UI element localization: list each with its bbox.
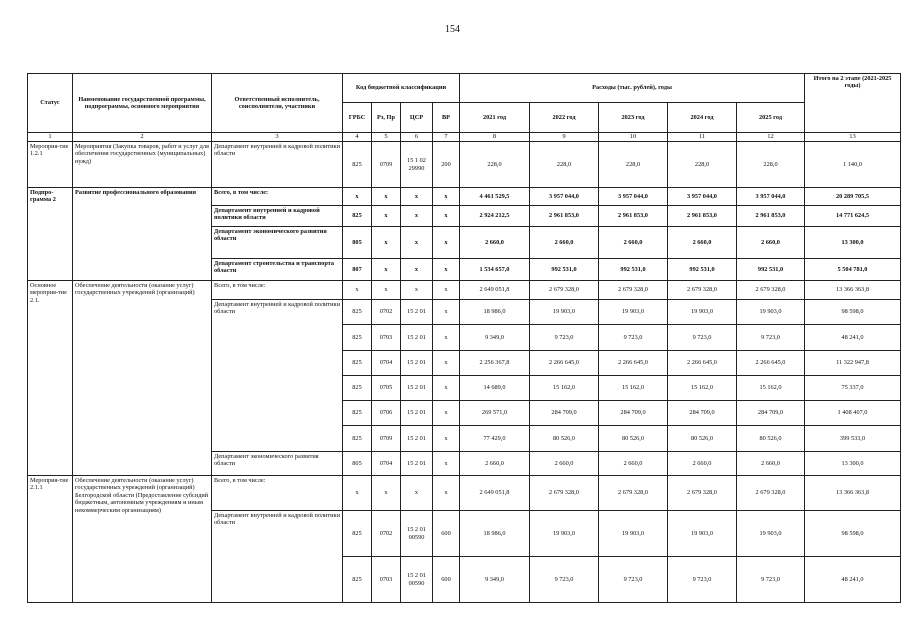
executor-cell: Департамент экономического развития области [212, 452, 343, 476]
executor-cell: Всего, в том числе: [212, 188, 343, 206]
year-2023-cell: 2 660,0 [599, 452, 668, 476]
year-2023-cell: 284 709,0 [599, 401, 668, 426]
year-2025-cell: 15 162,0 [737, 376, 805, 401]
year-2023-cell: 80 526,0 [599, 426, 668, 452]
year-2023-cell: 228,0 [599, 142, 668, 188]
header-2021: 2021 год [460, 103, 530, 133]
year-2022-cell: 2 679 328,0 [530, 281, 599, 300]
column-number: 11 [668, 133, 737, 142]
header-status: Статус [28, 74, 73, 133]
total-cell: 13 300,0 [805, 227, 901, 259]
csr-cell: x [401, 476, 433, 511]
year-2021-cell: 2 649 051,8 [460, 281, 530, 300]
year-2024-cell: 992 531,0 [668, 259, 737, 281]
grbs-cell: 825 [343, 351, 372, 376]
header-budget-code: Код бюджетной классификации [343, 74, 460, 103]
vr-cell: x [433, 426, 460, 452]
header-grbs: ГРБС [343, 103, 372, 133]
executor-cell: Департамент внутренней и кадровой политики области [212, 206, 343, 227]
year-2022-cell: 992 531,0 [530, 259, 599, 281]
total-cell: 13 300,0 [805, 452, 901, 476]
year-2025-cell: 3 957 044,0 [737, 188, 805, 206]
year-2022-cell: 284 709,0 [530, 401, 599, 426]
year-2025-cell: 284 709,0 [737, 401, 805, 426]
header-2022: 2022 год [530, 103, 599, 133]
grbs-cell: 805 [343, 227, 372, 259]
total-cell: 48 241,0 [805, 325, 901, 351]
executor-cell: Департамент строительства и транспорта области [212, 259, 343, 281]
year-2021-cell: 2 649 051,8 [460, 476, 530, 511]
table-row [28, 142, 901, 188]
grbs-cell: 825 [343, 557, 372, 603]
year-2022-cell: 2 961 853,0 [530, 206, 599, 227]
vr-cell: 600 [433, 511, 460, 557]
column-number-row [28, 133, 901, 142]
rzpr-cell: x [372, 188, 401, 206]
year-2025-cell: 2 266 645,0 [737, 351, 805, 376]
year-2022-cell: 3 957 044,0 [530, 188, 599, 206]
year-2023-cell: 9 723,0 [599, 557, 668, 603]
year-2025-cell: 19 903,0 [737, 300, 805, 325]
year-2022-cell: 2 660,0 [530, 227, 599, 259]
year-2022-cell: 19 903,0 [530, 511, 599, 557]
column-number: 13 [805, 133, 901, 142]
year-2025-cell: 9 723,0 [737, 557, 805, 603]
vr-cell: x [433, 188, 460, 206]
rzpr-cell: 0709 [372, 142, 401, 188]
page-number: 154 [445, 24, 460, 35]
header-2024: 2024 год [668, 103, 737, 133]
vr-cell: x [433, 259, 460, 281]
grbs-cell: 825 [343, 511, 372, 557]
csr-cell: 15 2 01 [401, 300, 433, 325]
year-2023-cell: 2 679 328,0 [599, 476, 668, 511]
year-2024-cell: 2 660,0 [668, 227, 737, 259]
header-row [28, 74, 901, 103]
header-total: Итого на 2 этапе (2021-2025 годы) [805, 74, 901, 133]
year-2024-cell: 2 679 328,0 [668, 281, 737, 300]
budget-table [27, 73, 901, 603]
year-2025-cell: 19 903,0 [737, 511, 805, 557]
csr-cell: x [401, 259, 433, 281]
column-number: 12 [737, 133, 805, 142]
rzpr-cell: 0702 [372, 300, 401, 325]
year-2022-cell: 2 679 328,0 [530, 476, 599, 511]
year-2024-cell: 15 162,0 [668, 376, 737, 401]
executor-cell: Департамент внутренней и кадровой политики области [212, 300, 343, 452]
header-2023: 2023 год [599, 103, 668, 133]
rzpr-cell: x [372, 259, 401, 281]
vr-cell: x [433, 325, 460, 351]
rzpr-cell: x [372, 281, 401, 300]
grbs-cell: 825 [343, 206, 372, 227]
header-csr: ЦСР [401, 103, 433, 133]
year-2022-cell: 9 723,0 [530, 325, 599, 351]
executor-cell: Департамент внутренней и кадровой политики области [212, 511, 343, 603]
year-2022-cell: 228,0 [530, 142, 599, 188]
rzpr-cell: 0704 [372, 351, 401, 376]
year-2025-cell: 9 723,0 [737, 325, 805, 351]
year-2024-cell: 2 679 328,0 [668, 476, 737, 511]
grbs-cell: x [343, 281, 372, 300]
executor-cell: Всего, в том числе: [212, 281, 343, 300]
rzpr-cell: 0704 [372, 452, 401, 476]
csr-cell: x [401, 227, 433, 259]
total-cell: 48 241,0 [805, 557, 901, 603]
vr-cell: x [433, 206, 460, 227]
year-2023-cell: 15 162,0 [599, 376, 668, 401]
year-2021-cell: 2 660,0 [460, 227, 530, 259]
column-number: 5 [372, 133, 401, 142]
table-row [28, 476, 901, 511]
csr-cell: 15 1 02 29990 [401, 142, 433, 188]
header-vr: ВР [433, 103, 460, 133]
total-cell: 1 408 407,0 [805, 401, 901, 426]
grbs-cell: 825 [343, 300, 372, 325]
column-number: 10 [599, 133, 668, 142]
year-2021-cell: 77 429,0 [460, 426, 530, 452]
total-cell: 98 598,0 [805, 511, 901, 557]
total-cell: 13 366 363,8 [805, 476, 901, 511]
table-row [28, 188, 901, 206]
vr-cell: x [433, 281, 460, 300]
csr-cell: 15 2 01 [401, 401, 433, 426]
year-2021-cell: 18 986,0 [460, 300, 530, 325]
executor-cell: Департамент внутренней и кадровой политики области [212, 142, 343, 188]
header-rzpr: Рз, Пр [372, 103, 401, 133]
column-number: 3 [212, 133, 343, 142]
total-cell: 5 504 781,0 [805, 259, 901, 281]
grbs-cell: 825 [343, 376, 372, 401]
csr-cell: 15 2 01 [401, 351, 433, 376]
year-2023-cell: 2 660,0 [599, 227, 668, 259]
total-cell: 399 533,0 [805, 426, 901, 452]
header-expenses: Расходы (тыс. рублей), годы [460, 74, 805, 103]
year-2021-cell: 4 461 529,5 [460, 188, 530, 206]
year-2025-cell: 2 660,0 [737, 452, 805, 476]
csr-cell: 15 2 01 [401, 325, 433, 351]
year-2024-cell: 2 961 853,0 [668, 206, 737, 227]
name-cell: Обеспечение деятельности (оказание услуг) государственных учреждений (организаций) Белгородской области (Предоставление субсидий бюджетным, автономным учреждениям и иным некоммерческим организациям) [73, 476, 212, 603]
year-2021-cell: 9 349,0 [460, 325, 530, 351]
year-2024-cell: 19 903,0 [668, 300, 737, 325]
year-2023-cell: 9 723,0 [599, 325, 668, 351]
header-2025: 2025 год [737, 103, 805, 133]
rzpr-cell: 0706 [372, 401, 401, 426]
year-2021-cell: 2 924 212,5 [460, 206, 530, 227]
year-2023-cell: 2 266 645,0 [599, 351, 668, 376]
csr-cell: 15 2 01 00590 [401, 511, 433, 557]
year-2025-cell: 2 679 328,0 [737, 476, 805, 511]
total-cell: 20 289 705,5 [805, 188, 901, 206]
vr-cell: x [433, 351, 460, 376]
year-2024-cell: 228,0 [668, 142, 737, 188]
csr-cell: 15 2 01 [401, 426, 433, 452]
year-2021-cell: 228,0 [460, 142, 530, 188]
rzpr-cell: x [372, 476, 401, 511]
grbs-cell: 825 [343, 426, 372, 452]
year-2024-cell: 80 526,0 [668, 426, 737, 452]
table-row [28, 281, 901, 300]
total-cell: 11 322 947,8 [805, 351, 901, 376]
year-2021-cell: 2 660,0 [460, 452, 530, 476]
grbs-cell: 805 [343, 452, 372, 476]
rzpr-cell: 0703 [372, 325, 401, 351]
status-cell: Основное мероприя-тие 2.1. [28, 281, 73, 476]
year-2025-cell: 2 660,0 [737, 227, 805, 259]
total-cell: 75 337,0 [805, 376, 901, 401]
vr-cell: x [433, 401, 460, 426]
csr-cell: 15 2 01 [401, 452, 433, 476]
status-cell: Мероприя-тие 2.1.1 [28, 476, 73, 603]
year-2021-cell: 9 349,0 [460, 557, 530, 603]
year-2022-cell: 2 266 645,0 [530, 351, 599, 376]
total-cell: 1 140,0 [805, 142, 901, 188]
total-cell: 13 366 363,8 [805, 281, 901, 300]
year-2021-cell: 2 256 367,8 [460, 351, 530, 376]
year-2023-cell: 19 903,0 [599, 300, 668, 325]
year-2021-cell: 18 986,0 [460, 511, 530, 557]
year-2025-cell: 228,0 [737, 142, 805, 188]
year-2024-cell: 284 709,0 [668, 401, 737, 426]
year-2024-cell: 2 660,0 [668, 452, 737, 476]
year-2025-cell: 992 531,0 [737, 259, 805, 281]
rzpr-cell: 0705 [372, 376, 401, 401]
year-2025-cell: 80 526,0 [737, 426, 805, 452]
csr-cell: 15 2 01 00590 [401, 557, 433, 603]
year-2024-cell: 9 723,0 [668, 557, 737, 603]
grbs-cell: x [343, 188, 372, 206]
vr-cell: x [433, 376, 460, 401]
rzpr-cell: 0702 [372, 511, 401, 557]
grbs-cell: 825 [343, 142, 372, 188]
csr-cell: x [401, 188, 433, 206]
name-cell: Обеспечение деятельности (оказание услуг) государственных учреждений (организаций) [73, 281, 212, 476]
column-number: 4 [343, 133, 372, 142]
grbs-cell: 825 [343, 325, 372, 351]
vr-cell: x [433, 476, 460, 511]
column-number: 9 [530, 133, 599, 142]
status-cell: Подпро-грамма 2 [28, 188, 73, 281]
year-2024-cell: 3 957 044,0 [668, 188, 737, 206]
vr-cell: 600 [433, 557, 460, 603]
name-cell: Развитие профессионального образования [73, 188, 212, 281]
grbs-cell: 825 [343, 401, 372, 426]
total-cell: 14 771 624,5 [805, 206, 901, 227]
year-2022-cell: 19 903,0 [530, 300, 599, 325]
year-2023-cell: 992 531,0 [599, 259, 668, 281]
csr-cell: x [401, 281, 433, 300]
total-cell: 98 598,0 [805, 300, 901, 325]
csr-cell: x [401, 206, 433, 227]
year-2022-cell: 80 526,0 [530, 426, 599, 452]
year-2024-cell: 2 266 645,0 [668, 351, 737, 376]
vr-cell: x [433, 452, 460, 476]
vr-cell: x [433, 227, 460, 259]
year-2023-cell: 19 903,0 [599, 511, 668, 557]
year-2021-cell: 1 534 657,0 [460, 259, 530, 281]
csr-cell: 15 2 01 [401, 376, 433, 401]
year-2023-cell: 2 679 328,0 [599, 281, 668, 300]
column-number: 2 [73, 133, 212, 142]
rzpr-cell: x [372, 227, 401, 259]
rzpr-cell: 0703 [372, 557, 401, 603]
year-2021-cell: 14 689,0 [460, 376, 530, 401]
vr-cell: 200 [433, 142, 460, 188]
year-2021-cell: 269 571,0 [460, 401, 530, 426]
status-cell: Мероприя-тие 1.2.1 [28, 142, 73, 188]
year-2024-cell: 9 723,0 [668, 325, 737, 351]
executor-cell: Департамент экономического развития области [212, 227, 343, 259]
year-2025-cell: 2 679 328,0 [737, 281, 805, 300]
year-2024-cell: 19 903,0 [668, 511, 737, 557]
column-number: 6 [401, 133, 433, 142]
vr-cell: x [433, 300, 460, 325]
year-2022-cell: 15 162,0 [530, 376, 599, 401]
column-number: 8 [460, 133, 530, 142]
year-2022-cell: 9 723,0 [530, 557, 599, 603]
name-cell: Мероприятия (Закупка товаров, работ и услуг для обеспечения государственных (муниципальных) нужд) [73, 142, 212, 188]
header-executor: Ответственный исполнитель, соисполнители, участники [212, 74, 343, 133]
rzpr-cell: x [372, 206, 401, 227]
year-2023-cell: 2 961 853,0 [599, 206, 668, 227]
year-2023-cell: 3 957 044,0 [599, 188, 668, 206]
grbs-cell: x [343, 476, 372, 511]
grbs-cell: 807 [343, 259, 372, 281]
column-number: 7 [433, 133, 460, 142]
rzpr-cell: 0709 [372, 426, 401, 452]
column-number: 1 [28, 133, 73, 142]
executor-cell: Всего, в том числе: [212, 476, 343, 511]
year-2025-cell: 2 961 853,0 [737, 206, 805, 227]
year-2022-cell: 2 660,0 [530, 452, 599, 476]
header-name: Наименование государственной программы, подпрограммы, основного мероприятия [73, 74, 212, 133]
